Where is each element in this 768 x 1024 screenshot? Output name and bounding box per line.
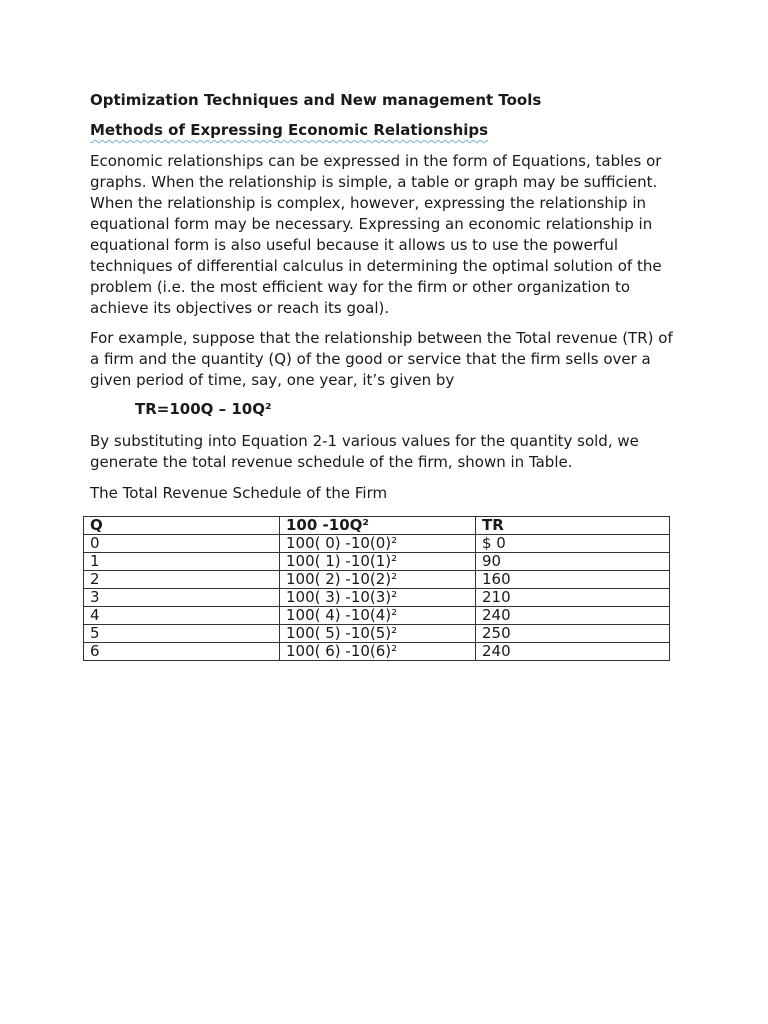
cell-q: 0 [84,535,280,553]
cell-formula: 100( 6) -10(6)² [280,643,476,661]
cell-tr: 240 [476,607,670,625]
cell-tr: 250 [476,625,670,643]
cell-formula: 100( 1) -10(1)² [280,553,476,571]
header-tr: TR [476,517,670,535]
cell-tr: $ 0 [476,535,670,553]
revenue-equation: TR=100Q – 10Q² [135,400,272,418]
cell-q: 6 [84,643,280,661]
section-heading-text: Methods of Expressing Economic Relationships [90,121,489,139]
cell-q: 2 [84,571,280,589]
table-row [84,643,670,661]
cell-tr: 160 [476,571,670,589]
header-formula: 100 -10Q² [280,517,476,535]
revenue-schedule-table [83,516,670,661]
cell-formula: 100( 4) -10(4)² [280,607,476,625]
table-row [84,607,670,625]
table-row [84,589,670,607]
cell-formula: 100( 0) -10(0)² [280,535,476,553]
table-row [84,535,670,553]
cell-tr: 90 [476,553,670,571]
table-header-row [84,517,670,535]
table-caption: The Total Revenue Schedule of the Firm [90,484,388,502]
cell-tr: 210 [476,589,670,607]
cell-q: 3 [84,589,280,607]
header-q: Q [84,517,280,535]
example-paragraph: For example, suppose that the relationship between the Total revenue (TR) of a firm and the quantity (Q) of the good or service that the firm sells over a given period of time, say, one year, it’s given by [90,329,673,389]
section-heading [90,121,488,139]
cell-tr: 240 [476,643,670,661]
cell-formula: 100( 5) -10(5)² [280,625,476,643]
cell-q: 5 [84,625,280,643]
cell-q: 4 [84,607,280,625]
intro-paragraph: Economic relationships can be expressed in the form of Equations, tables or graphs. When the relationship is simple, a table or graph may be sufficient. When the relationship is complex, however, expressing the relationship in equational form may be necessary. Expressing an economic relationship in equational form is also useful because it allows us to use the powerful techniques of differential calculus in determining the optimal solution of the problem (i.e. the most efficient way for the firm or other organization to achieve its objectives or reach its goal). [90,152,662,317]
cell-formula: 100( 3) -10(3)² [280,589,476,607]
table-row [84,571,670,589]
cell-q: 1 [84,553,280,571]
cell-formula: 100( 2) -10(2)² [280,571,476,589]
table-row [84,553,670,571]
document-title: Optimization Techniques and New management Tools [90,91,542,109]
table-row [84,625,670,643]
substitution-paragraph: By substituting into Equation 2-1 various values for the quantity sold, we generate the total revenue schedule of the firm, shown in Table. [90,432,639,471]
